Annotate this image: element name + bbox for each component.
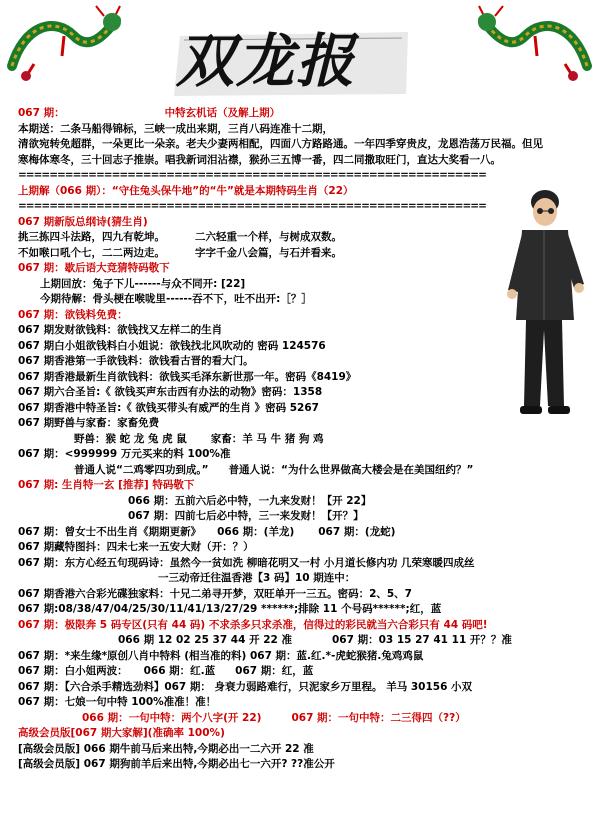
line-30: 067 期香港六合彩光碟独家料：十兄二弟寻开梦，双旺单开一三五。密码：2、5、7 [18,587,412,600]
line-13: 067 期发财欲钱料：欲钱找又左样二的生肖 [18,324,223,336]
line-12: 067 期：欲钱料免费： [18,308,128,321]
dragon-left-icon [4,6,124,86]
line-14: 067 期白小姐欲钱料白小姐说：欲钱找北风吹动的 密码 124576 [18,339,326,352]
line-37: 067 期：七娘一句中特 100%准准！准！ [18,696,217,708]
line-39: 高级会员版[067 期大家解](准确率 100%) [18,727,225,739]
line-36: 067 期：【六合杀手精选劲料】067 期： 身衰力弱路难行，只泥家乡万里程。 羊马 30156 小双 [18,680,473,693]
line-24: 066 期：五前六后必中特，一九来发财！【开 22】 [128,494,372,507]
line-22: 普通人说“二鸡零四功到成。” 普通人说：“为什么世界做高大楼会是在美国纽约？” [74,463,474,476]
line-18: 067 期香港中特圣旨:《 欲钱买带头有威严的生肖 》密码 5267 [18,401,319,414]
separator-2: ============================================================ [18,200,486,212]
line-17: 067 期六合圣旨:《 欲钱买声东击西有办法的动物》密码：1358 [18,386,323,398]
line-20: 野兽：猴 蛇 龙 兔 虎 鼠 家畜：羊 马 牛 猪 狗 鸡 [74,432,324,445]
line-29: 一三动帝迁往温香港【3 码】10 期连中： [158,572,356,584]
line-16: 067 期香港最新生肖欲钱料：欲钱买毛泽东新世那一年。密码《8419》 [18,370,357,383]
line-25: 067 期：四前七后必中特，三一来发财！【开？】 [128,510,364,522]
line-8: 不如喉口吼个七，二二两边走。 字字千金八会篇，与石并看来。 [18,246,342,259]
header-banner [0,0,599,100]
line-4: 上期解（066 期）：“守住兔头保牛地”的“牛”就是本期特码生肖（22） [18,184,354,197]
line-31: 067 期:08/38/47/04/25/30/11/41/13/27/29 ******;排除 11 个号码******;红，蓝 [18,603,442,615]
line-33: 066 期 12 02 25 37 44 开 22 准 067 期：03 15 27 41 11 开？？准 [118,634,512,646]
line-0: 067 期： 中特玄机话（及解上期） [18,107,281,119]
line-34: 067 期：*来生缘*原创八肖中特料 (相当准的料) 067 期：蓝.红.*-虎蛇猴猪.兔鸡鸡鼠 [18,649,424,662]
line-11: 今期待解：骨头梗在喉咙里------吞不下，吐不出开:［？］ [40,293,312,305]
line-28: 067 期：东方心经五句现码诗：虽然今一贫如洗 柳暗花明又一村 小月道长修内功 几荣寒暖四成丝 [18,556,475,569]
line-35: 067 期：白小姐两波： 066 期：红.蓝 067 期：红，蓝 [18,665,314,677]
line-21: 067 期：<999999 万元买来的料 100%准 [18,448,231,460]
line-27: 067 期藏特图抖：四未七来一五安大财（开：？） [18,541,254,553]
line-10: 上期回放：兔子下儿------与众不同开: [22] [40,277,246,290]
line-15: 067 期香港第一手欲钱料：欲钱看古晋的看大门。 [18,355,254,367]
separator-1: ============================================================ [18,169,486,181]
document-body [18,106,588,773]
line-9: 067 期：歇后语大竞猜特码敬下 [18,262,170,274]
page-title: 双龙报 [176,27,357,95]
line-2: 清欲宛转免超群，一朵更比一朵亲。老夫少妻两相配，四面八方路路通。一年四季穿贵皮，龙恩浩荡万民福。但见寒梅体寒冬，三十回志子推崇。唱我新词泪沾襟，猴孙三五博一番，四二同撒取旺门，直达大奖看一八。 [18,138,543,166]
line-40: [高级会员版] 066 期牛前马后来出特,今期必出一二六开 22 准 [18,742,314,755]
line-23: 067 期: 生肖特一玄 [推荐] 特码敬下 [18,479,195,491]
line-26: 067 期：曾女士不出生肖《期期更新》 066 期：(羊龙) 067 期：(龙蛇) [18,525,396,538]
dragon-right-icon [475,6,595,86]
line-1: 本期送：二条马船得锦标，三峡一成出来期，三肖八码连准十二期， [18,122,333,135]
line-41: [高级会员版] 067 期狗前羊后来出特,今期必出七一六开? ??准公开 [18,758,335,770]
line-38: 066 期：一句中特：两个八字(开 22) 067 期：一句中特：二三得四（??） [82,711,466,724]
line-6: 067 期新版总纲诗(猜生肖) [18,215,148,228]
line-7: 挑三拣四斗法路，四九有乾坤。 二六轻重一个样，与树成双数。 [18,231,342,243]
line-32: 067 期：极限奔 5 码专区(只有 44 码) 不求杀多只求杀准，信得过的彩民就当六合彩只有 44 码吧! [18,618,488,631]
line-19: 067 期野兽与家畜：家畜免费 [18,417,160,429]
